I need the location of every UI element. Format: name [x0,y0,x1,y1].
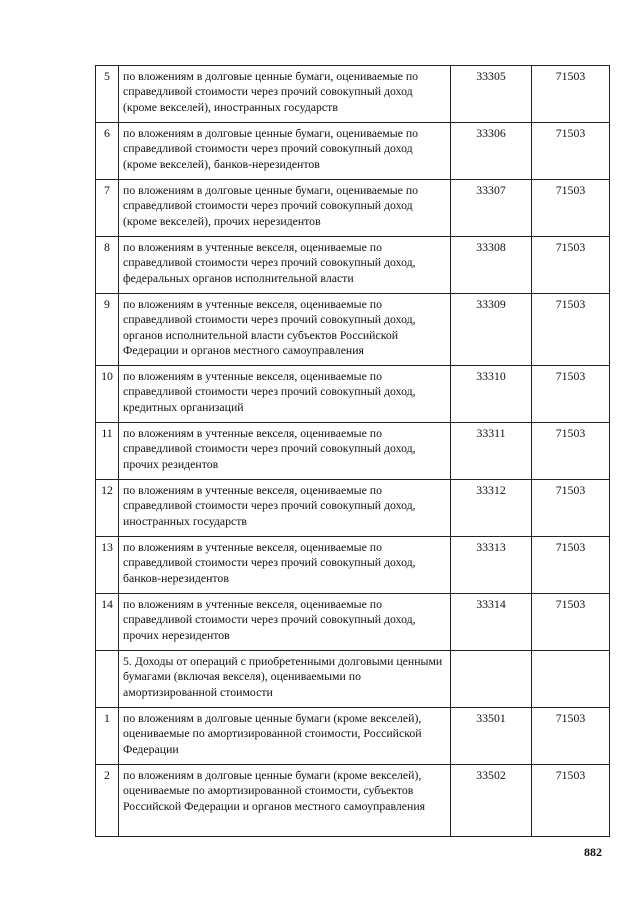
account-code [451,651,532,708]
account-code: 33309 [451,294,532,366]
row-number: 8 [96,237,119,294]
account-code: 33501 [451,708,532,765]
account-code: 33312 [451,480,532,537]
row-description: по вложениям в долговые ценные бумаги (кроме векселей), оцениваемые по амортизированной стоимости, Российской Федерации [119,708,451,765]
table-row [96,594,610,651]
table-row [96,423,610,480]
offset-account-code: 71503 [532,765,610,837]
accounts-table-body [96,66,610,837]
table-row [96,537,610,594]
offset-account-code: 71503 [532,180,610,237]
row-number: 1 [96,708,119,765]
row-description: по вложениям в учтенные векселя, оцениваемые по справедливой стоимости через прочий совокупный доход, органов исполнительной власти субъектов Российской Федерации и органов местного самоуправления [119,294,451,366]
table-row [96,651,610,708]
offset-account-code: 71503 [532,237,610,294]
offset-account-code: 71503 [532,66,610,123]
offset-account-code: 71503 [532,480,610,537]
account-code: 33502 [451,765,532,837]
account-code: 33306 [451,123,532,180]
row-description: по вложениям в долговые ценные бумаги, оцениваемые по справедливой стоимости через прочий совокупный доход (кроме векселей), банков-нерезидентов [119,123,451,180]
table-row [96,765,610,837]
table-row [96,294,610,366]
row-description: 5. Доходы от операций с приобретенными долговыми ценными бумагами (включая векселя), оцениваемыми по амортизированной стоимости [119,651,451,708]
table-row [96,66,610,123]
offset-account-code: 71503 [532,594,610,651]
row-number: 14 [96,594,119,651]
table-row [96,237,610,294]
account-code: 33308 [451,237,532,294]
offset-account-code: 71503 [532,423,610,480]
offset-account-code: 71503 [532,366,610,423]
row-number: 11 [96,423,119,480]
account-code: 33310 [451,366,532,423]
row-description: по вложениям в учтенные векселя, оцениваемые по справедливой стоимости через прочий совокупный доход, прочих резидентов [119,423,451,480]
row-number [96,651,119,708]
table-row [96,480,610,537]
row-number: 7 [96,180,119,237]
row-number: 5 [96,66,119,123]
row-number: 10 [96,366,119,423]
row-number: 12 [96,480,119,537]
row-number: 2 [96,765,119,837]
row-description: по вложениям в долговые ценные бумаги (кроме векселей), оцениваемые по амортизированной стоимости, субъектов Российской Федерации и органов местного самоуправления [119,765,451,837]
row-number: 6 [96,123,119,180]
offset-account-code: 71503 [532,123,610,180]
account-code: 33307 [451,180,532,237]
row-description: по вложениям в долговые ценные бумаги, оцениваемые по справедливой стоимости через прочий совокупный доход (кроме векселей), иностранных государств [119,66,451,123]
row-description: по вложениям в учтенные векселя, оцениваемые по справедливой стоимости через прочий совокупный доход, иностранных государств [119,480,451,537]
offset-account-code: 71503 [532,708,610,765]
row-description: по вложениям в долговые ценные бумаги, оцениваемые по справедливой стоимости через прочий совокупный доход (кроме векселей), прочих нерезидентов [119,180,451,237]
page-number: 882 [584,845,602,859]
table-row [96,180,610,237]
account-code: 33305 [451,66,532,123]
row-description: по вложениям в учтенные векселя, оцениваемые по справедливой стоимости через прочий совокупный доход, федеральных органов исполнительной власти [119,237,451,294]
row-description: по вложениям в учтенные векселя, оцениваемые по справедливой стоимости через прочий совокупный доход, банков-нерезидентов [119,537,451,594]
account-code: 33313 [451,537,532,594]
offset-account-code: 71503 [532,294,610,366]
row-number: 9 [96,294,119,366]
row-description: по вложениям в учтенные векселя, оцениваемые по справедливой стоимости через прочий совокупный доход, кредитных организаций [119,366,451,423]
table-row [96,366,610,423]
table-row [96,708,610,765]
offset-account-code: 71503 [532,537,610,594]
account-code: 33311 [451,423,532,480]
row-number: 13 [96,537,119,594]
accounts-table [95,65,610,837]
offset-account-code [532,651,610,708]
table-row [96,123,610,180]
row-description: по вложениям в учтенные векселя, оцениваемые по справедливой стоимости через прочий совокупный доход, прочих нерезидентов [119,594,451,651]
account-code: 33314 [451,594,532,651]
